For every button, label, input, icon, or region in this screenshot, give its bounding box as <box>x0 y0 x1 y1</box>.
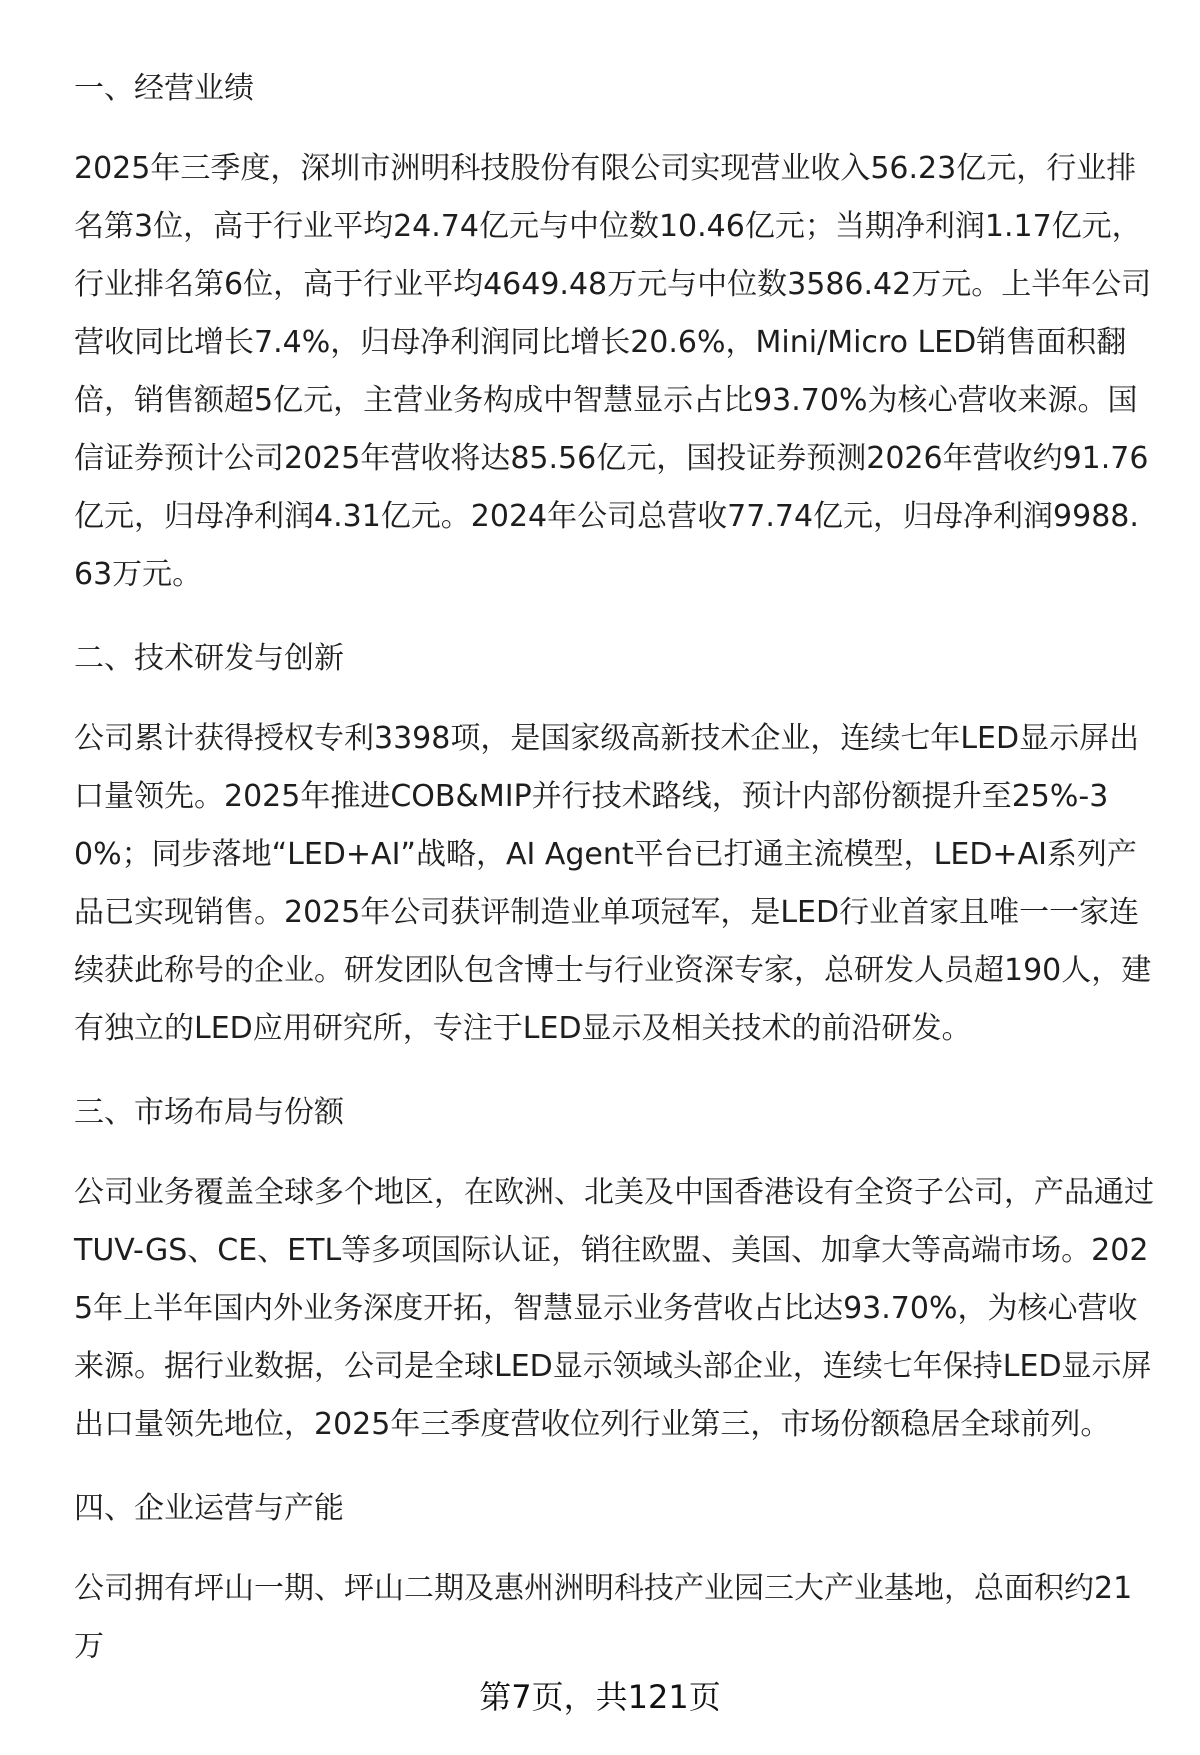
section-body-market: 公司业务覆盖全球多个地区，在欧洲、北美及中国香港设有全资子公司，产品通过TUV-GS、CE、ETL等多项国际认证，销往欧盟、美国、加拿大等高端市场。2025年上半年国内外业务深度开拓，智慧显示业务营收占比达93.70%，为核心营收来源。据行业数据，公司是全球LED显示领域头部企业，连续七年保持LED显示屏出口量领先地位，2025年三季度营收位列行业第三，市场份额稳居全球前列。 <box>74 1175 1154 1442</box>
section-heading-operations: 四、企业运营与产能 <box>74 1491 344 1526</box>
section-body-performance: 2025年三季度，深圳市洲明科技股份有限公司实现营业收入56.23亿元，行业排名第3位，高于行业平均24.74亿元与中位数10.46亿元；当期净利润1.17亿元，行业排名第6位，高于行业平均4649.48万元与中位数3586.42万元。上半年公司营收同比增长7.4%，归母净利润同比增长20.6%，Mini/Micro LED销售面积翻倍，销售额超5亿元，主营业务构成中智慧显示占比93.70%为核心营收来源。国信证券预计公司2025年营收将达85.56亿元，国投证券预测2026年营收约91.76亿元，归母净利润4.31亿元。2024年公司总营收77.74亿元，归母净利润9988.63万元。 <box>74 151 1152 592</box>
section-heading-rnd: 二、技术研发与创新 <box>74 641 344 676</box>
page-number-footer: 第7页，共121页 <box>479 1678 721 1716</box>
document-content <box>74 62 1154 1704</box>
section-heading-performance: 一、经营业绩 <box>74 71 254 106</box>
section-heading-market: 三、市场布局与份额 <box>74 1095 344 1130</box>
section-body-rnd: 公司累计获得授权专利3398项，是国家级高新技术企业，连续七年LED显示屏出口量领先。2025年推进COB&MIP并行技术路线，预计内部份额提升至25%-30%；同步落地“LED+AI”战略，AI Agent平台已打通主流模型，LED+AI系列产品已实现销售。2025年公司获评制造业单项冠军，是LED行业首家且唯一一家连续获此称号的企业。研发团队包含博士与行业资深专家，总研发人员超190人，建有独立的LED应用研究所，专注于LED显示及相关技术的前沿研发。 <box>74 721 1152 1046</box>
section-body-operations: 公司拥有坪山一期、坪山二期及惠州洲明科技产业园三大产业基地，总面积约21万 <box>74 1571 1133 1664</box>
